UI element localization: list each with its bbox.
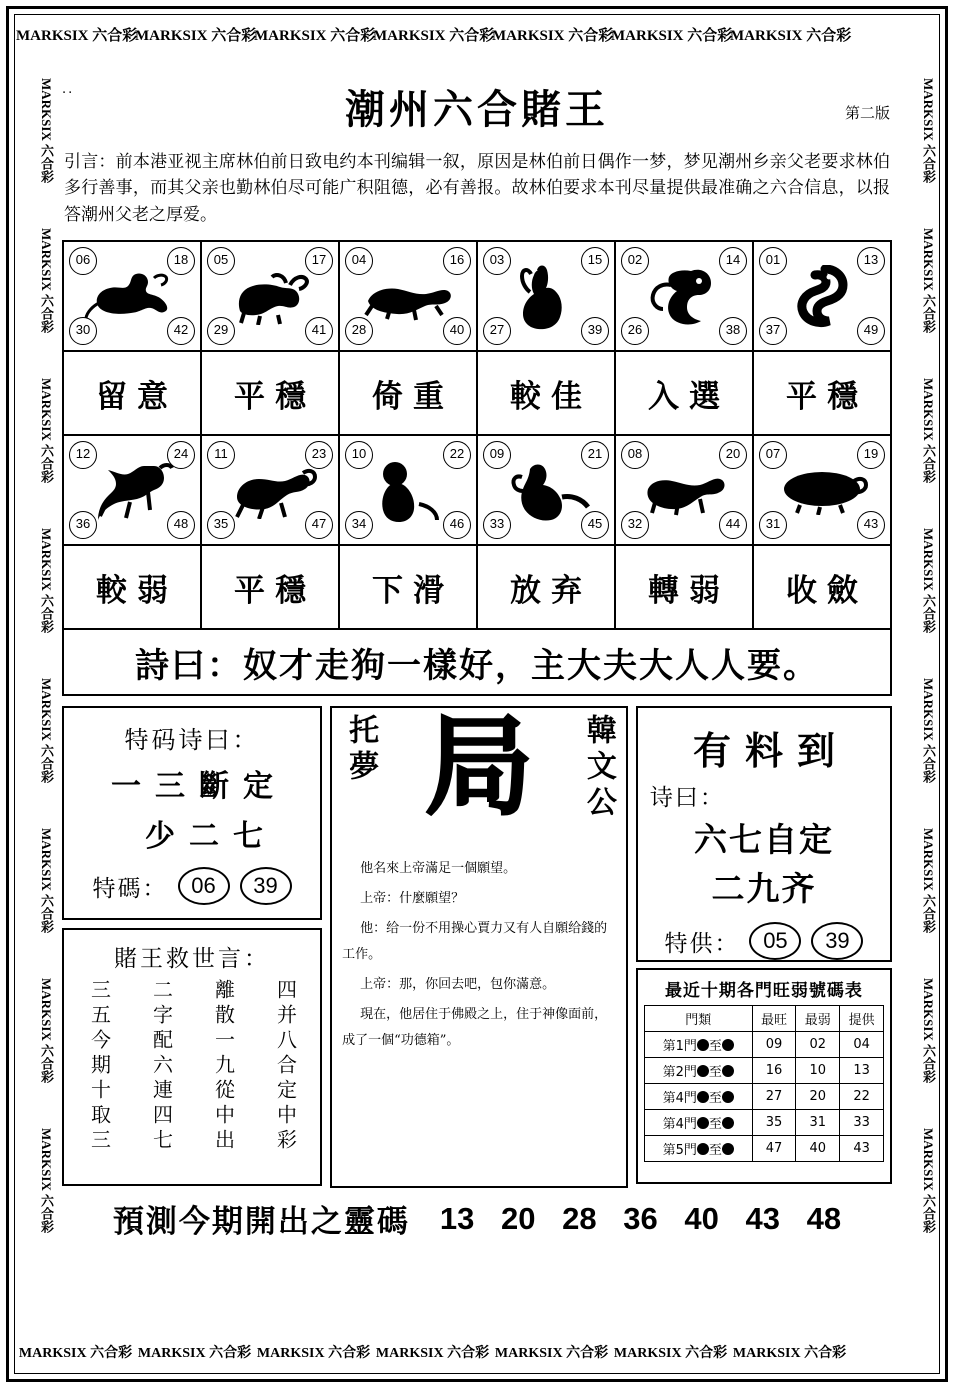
number-badge: 09 — [483, 441, 511, 469]
tips-line-1: 六七自定 — [693, 820, 834, 860]
brand-text: MARKSIX 六合彩 — [921, 828, 936, 934]
stats-hot-cell: 16 — [752, 1058, 796, 1084]
zodiac-words-row-1 — [64, 350, 890, 434]
horse-icon — [64, 456, 200, 526]
savior-title: 賭王救世言： — [114, 946, 271, 973]
number-badge: 49 — [857, 317, 885, 345]
number-badge: 31 — [759, 511, 787, 539]
number-badge: 45 — [581, 511, 609, 539]
prediction-footer — [62, 1196, 892, 1241]
number-badge: 30 — [69, 317, 97, 345]
dot-icon — [722, 1143, 734, 1155]
stats-cold-cell: 02 — [796, 1032, 840, 1058]
number-badge: 39 — [581, 317, 609, 345]
brand-text: MARKSIX 六合彩 — [39, 528, 54, 634]
dream-story — [338, 856, 620, 1054]
number-badge: 18 — [167, 247, 195, 275]
number-badge: 38 — [719, 317, 747, 345]
dot-icon — [697, 1143, 709, 1155]
stats-gate-cell — [644, 1084, 752, 1110]
brand-text: MARKSIX 六合彩 — [921, 228, 936, 334]
range-label: 至 — [708, 1143, 722, 1159]
zodiac-cell-ox — [202, 242, 340, 350]
zodiac-grid — [62, 240, 892, 630]
number-badge: 07 — [759, 441, 787, 469]
special-code-label: 特碼： — [92, 875, 168, 902]
brand-text: MARKSIX 六合彩 — [611, 28, 733, 44]
stats-hot-cell: 27 — [752, 1084, 796, 1110]
dream-line: 上帝：那，你回去吧，包你滿意。 — [360, 977, 556, 993]
center-column — [330, 706, 628, 1188]
number-badge: 11 — [207, 441, 235, 469]
middle-section — [62, 706, 892, 1188]
number-badge: 22 — [443, 441, 471, 469]
special-code-box — [62, 706, 322, 920]
gate-label: 第5門 — [662, 1143, 697, 1159]
stats-gate-cell — [644, 1110, 752, 1136]
brand-text: MARKSIX 六合彩 — [16, 28, 138, 44]
number-badge: 42 — [167, 317, 195, 345]
savior-column: 離散一九從中出 — [211, 979, 236, 1155]
goat-icon — [202, 456, 338, 526]
special-code-line-2: 少二七 — [145, 819, 278, 855]
dot-icon — [697, 1065, 709, 1077]
dream-line: 他名來上帝滿足一個願望。 — [360, 861, 517, 877]
dream-box-header — [338, 705, 620, 846]
brand-text: MARKSIX 六合彩 — [39, 828, 54, 934]
ox-icon — [202, 262, 338, 332]
number-badge: 44 — [719, 511, 747, 539]
dream-left-label: 托夢 — [343, 714, 379, 787]
forecast-word: 較弱 — [64, 546, 202, 628]
border-band-right — [898, 56, 938, 1336]
stats-table — [644, 1005, 884, 1162]
prediction-numbers — [422, 1201, 841, 1237]
brand-text: MARKSIX 六合彩 — [39, 228, 54, 334]
zodiac-row-1 — [64, 242, 890, 350]
stats-cold-cell: 40 — [796, 1136, 840, 1162]
dot-icon — [697, 1091, 709, 1103]
brand-text: MARKSIX 六合彩 — [39, 678, 54, 784]
dragon-icon — [616, 262, 752, 332]
forecast-word: 平穩 — [786, 378, 868, 415]
dot-icon — [722, 1117, 734, 1129]
stats-hot-cell: 09 — [752, 1032, 796, 1058]
stats-gate-cell — [644, 1032, 752, 1058]
number-badge: 21 — [581, 441, 609, 469]
savior-columns — [68, 979, 316, 1179]
tips-title: 有料到 — [692, 729, 849, 774]
dream-box — [330, 706, 628, 1188]
brand-text: MARKSIX 六合彩 — [494, 1346, 609, 1361]
savior-column: 三五今期十取三 — [87, 979, 112, 1155]
range-label: 至 — [708, 1117, 722, 1133]
zodiac-cell-tiger — [340, 242, 478, 350]
page-title: 潮州六合賭王 — [345, 87, 609, 133]
stats-cold-cell: 10 — [796, 1058, 840, 1084]
savior-column: 四并八合定中彩 — [273, 979, 298, 1155]
brand-text: MARKSIX 六合彩 — [18, 1346, 133, 1361]
brand-text: MARKSIX 六合彩 — [492, 28, 614, 44]
brand-text: MARKSIX 六合彩 — [373, 28, 495, 44]
brand-text: MARKSIX 六合彩 — [732, 1346, 847, 1361]
prediction-number: 36 — [623, 1200, 658, 1236]
tips-subtitle: 诗曰： — [649, 785, 725, 812]
number-badge: 43 — [857, 511, 885, 539]
dream-line: 上帝：什麼願望？ — [360, 891, 465, 907]
brand-text: MARKSIX 六合彩 — [375, 1346, 490, 1361]
number-badge: 19 — [857, 441, 885, 469]
range-label: 至 — [708, 1065, 722, 1081]
stats-title: 最近十期各門旺弱號碼表 — [664, 981, 863, 1002]
dog-icon — [616, 456, 752, 526]
number-badge: 29 — [207, 317, 235, 345]
zodiac-cell-dog — [616, 436, 754, 544]
brand-text: MARKSIX 六合彩 — [39, 378, 54, 484]
zodiac-cell-horse — [64, 436, 202, 544]
stats-hot-cell: 35 — [752, 1110, 796, 1136]
forecast-word: 留意 — [64, 352, 202, 434]
zodiac-cell-rabbit — [478, 242, 616, 350]
prediction-number: 28 — [562, 1200, 597, 1236]
prediction-number: 20 — [501, 1200, 536, 1236]
dream-line: 他：给一份不用操心賈力又有人自願给錢的工作。 — [342, 921, 608, 963]
tips-ball: 05 — [749, 922, 801, 960]
stats-header-cell: 最旺 — [752, 1006, 796, 1032]
stats-hot-cell: 47 — [752, 1136, 796, 1162]
zodiac-cell-monkey — [340, 436, 478, 544]
number-badge: 23 — [305, 441, 333, 469]
brand-text: MARKSIX 六合彩 — [135, 28, 257, 44]
gate-label: 第4門 — [662, 1117, 697, 1133]
brand-text: MARKSIX 六合彩 — [921, 528, 936, 634]
range-label: 至 — [708, 1039, 722, 1055]
number-badge: 36 — [69, 511, 97, 539]
dot-icon — [697, 1117, 709, 1129]
number-badge: 32 — [621, 511, 649, 539]
brand-text: MARKSIX 六合彩 — [921, 678, 936, 784]
zodiac-cell-snake — [754, 242, 890, 350]
number-badge: 28 — [345, 317, 373, 345]
number-badge: 37 — [759, 317, 787, 345]
dot-icon — [722, 1091, 734, 1103]
tips-box — [636, 706, 892, 962]
brand-text: MARKSIX 六合彩 — [921, 978, 936, 1084]
dream-right-label: 韓文公 — [580, 714, 616, 823]
zodiac-cell-rat — [64, 242, 202, 350]
brand-text: MARKSIX 六合彩 — [254, 28, 376, 44]
brand-text: MARKSIX 六合彩 — [730, 28, 852, 44]
stats-header-cell: 提供 — [840, 1006, 884, 1032]
decorative-dots: .. — [62, 82, 75, 97]
brand-text: MARKSIX 六合彩 — [613, 1346, 728, 1361]
dot-icon — [722, 1065, 734, 1077]
dream-line: 現在，他居住于佛殿之上，住于神像面前，成了一個“功德箱”。 — [342, 1007, 608, 1049]
number-badge: 47 — [305, 511, 333, 539]
number-badge: 10 — [345, 441, 373, 469]
poster-content — [58, 60, 896, 1328]
number-badge: 13 — [857, 247, 885, 275]
stats-cold-cell: 20 — [796, 1084, 840, 1110]
dream-big-character: 局 — [424, 705, 533, 831]
zodiac-cell-rooster — [478, 436, 616, 544]
stats-give-cell: 13 — [840, 1058, 884, 1084]
number-badge: 27 — [483, 317, 511, 345]
number-badge: 20 — [719, 441, 747, 469]
number-badge: 04 — [345, 247, 373, 275]
brand-text: MARKSIX 六合彩 — [921, 378, 936, 484]
forecast-word: 平穩 — [202, 546, 340, 628]
range-label: 至 — [708, 1091, 722, 1107]
forecast-word: 放弃 — [478, 546, 616, 628]
rooster-icon — [478, 456, 614, 526]
prediction-number: 43 — [745, 1200, 780, 1236]
tips-balls-row — [646, 922, 882, 960]
zodiac-cell-goat — [202, 436, 340, 544]
number-badge: 40 — [443, 317, 471, 345]
border-band-left — [16, 56, 56, 1336]
rat-icon — [64, 262, 200, 332]
intro-paragraph: 引言：前本港亚视主席林伯前日致电约本刊编辑一叙，原因是林伯前日偶作一梦，梦见潮州乡亲父老要求林伯多行善事，而其父亲也勤林伯尽可能广积阻德，必有善报。故林伯要求本刊尽量提供最准确之六合信息，以报答潮州父老之厚爱。 — [64, 152, 890, 225]
zodiac-cell-dragon — [616, 242, 754, 350]
brand-text: MARKSIX 六合彩 — [921, 1128, 936, 1234]
special-code-title: 特码诗曰： — [124, 726, 260, 755]
stats-give-cell: 43 — [840, 1136, 884, 1162]
number-badge: 16 — [443, 247, 471, 275]
border-band-top — [16, 16, 938, 56]
monkey-icon — [340, 456, 476, 526]
number-badge: 02 — [621, 247, 649, 275]
prediction-number: 48 — [806, 1200, 842, 1236]
tips-label: 特供： — [664, 930, 740, 957]
number-badge: 24 — [167, 441, 195, 469]
number-badge: 05 — [207, 247, 235, 275]
tiger-icon — [340, 262, 476, 332]
special-code-balls-row — [70, 867, 314, 905]
number-badge: 06 — [69, 247, 97, 275]
special-code-line-1: 一三斷定 — [111, 769, 288, 805]
forecast-word: 較佳 — [478, 352, 616, 434]
special-ball: 06 — [178, 867, 230, 905]
stats-header-row — [644, 1006, 883, 1032]
stats-box — [636, 968, 892, 1184]
dot-icon — [722, 1039, 734, 1051]
tips-ball: 39 — [811, 922, 863, 960]
number-badge: 34 — [345, 511, 373, 539]
brand-text: MARKSIX 六合彩 — [39, 1128, 54, 1234]
number-badge: 03 — [483, 247, 511, 275]
stats-give-cell: 22 — [840, 1084, 884, 1110]
stats-give-cell: 04 — [840, 1032, 884, 1058]
snake-icon — [754, 262, 890, 332]
brand-text: MARKSIX 六合彩 — [256, 1346, 371, 1361]
zodiac-row-2 — [64, 434, 890, 544]
stats-give-cell: 33 — [840, 1110, 884, 1136]
forecast-word: 下滑 — [340, 546, 478, 628]
forecast-word: 平穩 — [202, 352, 340, 434]
table-row — [644, 1136, 883, 1162]
gate-label: 第4門 — [662, 1091, 697, 1107]
number-badge: 46 — [443, 511, 471, 539]
stats-header-cell: 門類 — [644, 1006, 752, 1032]
number-badge: 12 — [69, 441, 97, 469]
brand-text: MARKSIX 六合彩 — [921, 78, 936, 184]
gate-label: 第2門 — [662, 1065, 697, 1081]
table-row — [644, 1058, 883, 1084]
pig-icon — [754, 456, 890, 526]
left-column — [62, 706, 322, 1188]
tips-line-2: 二九齐 — [711, 869, 817, 909]
table-row — [644, 1032, 883, 1058]
prediction-number: 40 — [684, 1200, 719, 1236]
poem-banner: 詩曰：奴才走狗一樣好，主大夫大人人要。 — [62, 630, 892, 696]
edition-label: 第二版 — [844, 104, 890, 122]
brand-text: MARKSIX 六合彩 — [137, 1346, 252, 1361]
forecast-word: 收斂 — [786, 572, 868, 609]
brand-text: MARKSIX 六合彩 — [39, 78, 54, 184]
number-badge: 48 — [167, 511, 195, 539]
stats-gate-cell — [644, 1058, 752, 1084]
number-badge: 08 — [621, 441, 649, 469]
right-column — [636, 706, 892, 1188]
number-badge: 17 — [305, 247, 333, 275]
savior-box — [62, 928, 322, 1186]
number-badge: 26 — [621, 317, 649, 345]
number-badge: 35 — [207, 511, 235, 539]
brand-text: MARKSIX 六合彩 — [39, 978, 54, 1084]
savior-column: 二字配六連四七 — [149, 979, 174, 1155]
prediction-label: 預測今期開出之靈碼 — [112, 1204, 410, 1241]
zodiac-cell-pig — [754, 436, 890, 544]
table-row — [644, 1110, 883, 1136]
forecast-word: 入選 — [616, 352, 754, 434]
dot-icon — [697, 1039, 709, 1051]
number-badge: 41 — [305, 317, 333, 345]
stats-gate-cell — [644, 1136, 752, 1162]
border-band-bottom — [16, 1336, 938, 1372]
number-badge: 14 — [719, 247, 747, 275]
table-row — [644, 1084, 883, 1110]
forecast-word: 倚重 — [340, 352, 478, 434]
number-badge: 01 — [759, 247, 787, 275]
prediction-number: 13 — [439, 1200, 475, 1236]
stats-cold-cell: 31 — [796, 1110, 840, 1136]
number-badge: 15 — [581, 247, 609, 275]
number-badge: 33 — [483, 511, 511, 539]
gate-label: 第1門 — [662, 1039, 697, 1055]
rabbit-icon — [478, 262, 614, 332]
forecast-word: 轉弱 — [616, 546, 754, 628]
zodiac-words-row-2 — [64, 544, 890, 628]
special-ball: 39 — [240, 867, 292, 905]
stats-header-cell: 最弱 — [796, 1006, 840, 1032]
